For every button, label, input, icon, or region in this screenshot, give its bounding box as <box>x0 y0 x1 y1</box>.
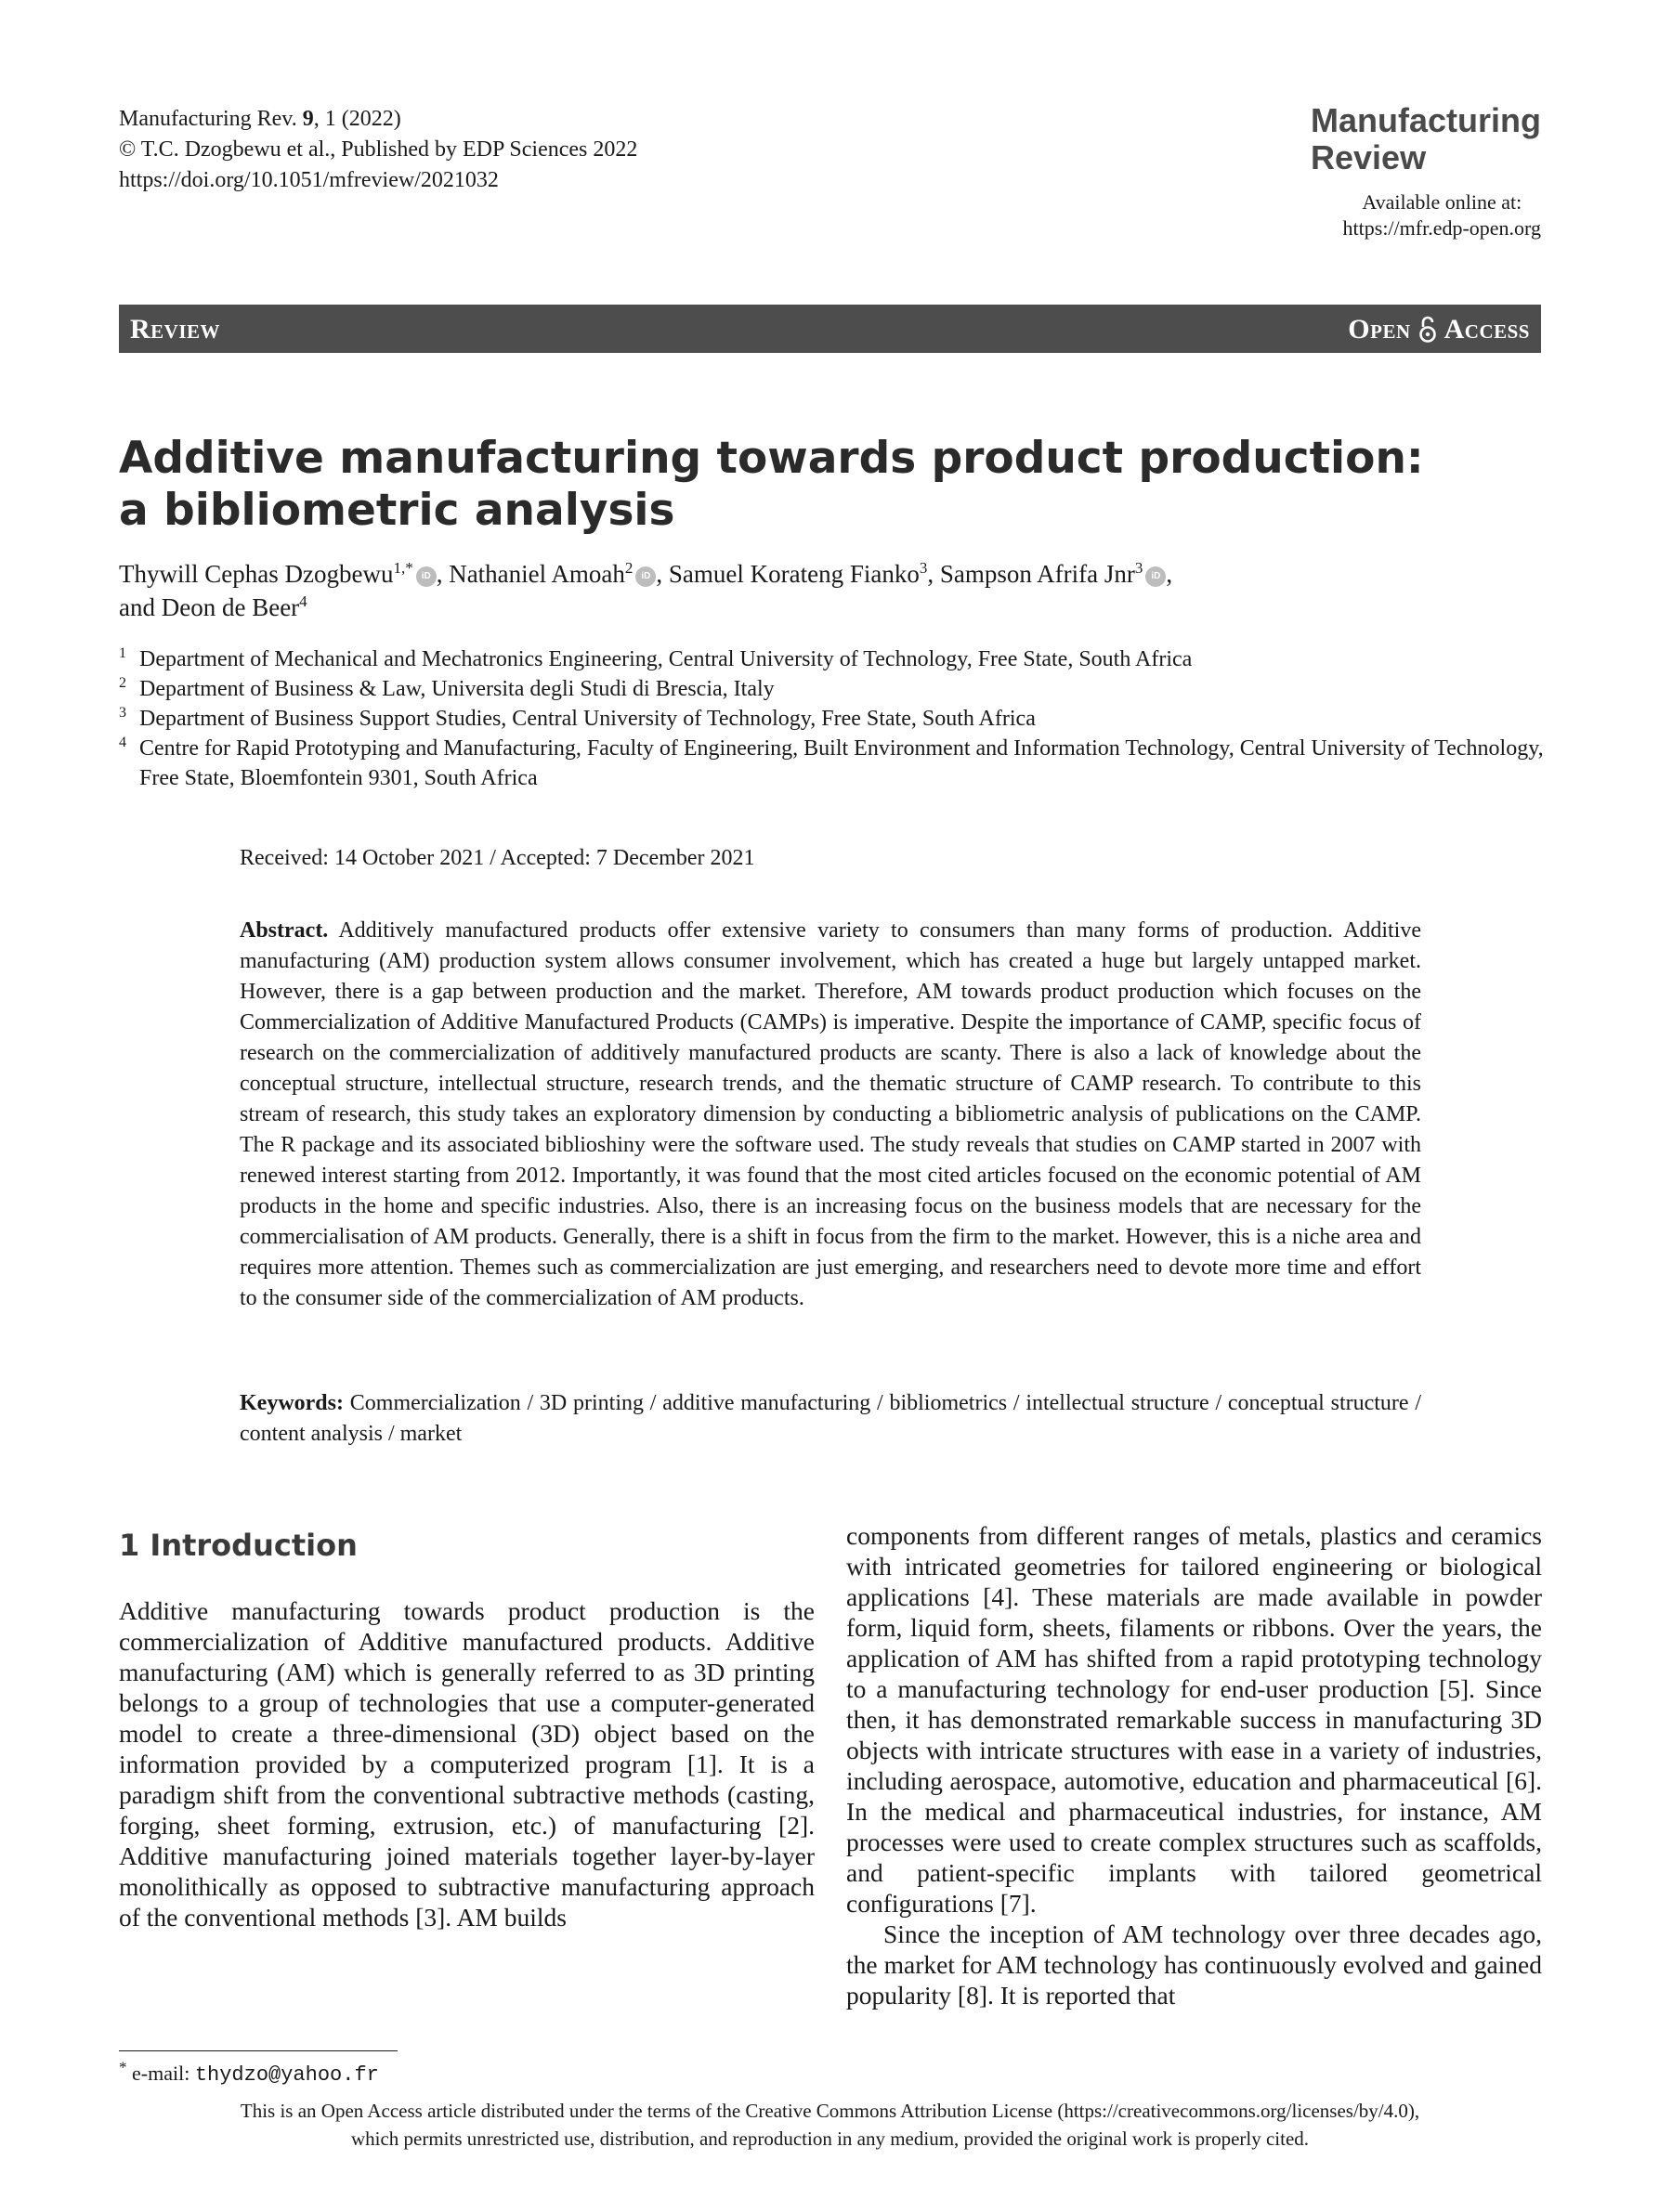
body-paragraph: components from different ranges of metals, plastics and ceramics with intricated geometries for tailored engineering or biological applications [4]. These materials are made available in powder form, liquid form, sheets, filaments or ribbons. Over the years, the application of AM has shifted from a rapid prototyping technology to a manufacturing technology for end-user production [5]. Since then, it has demonstrated remarkable success in manufacturing 3D objects with intricate structures with ease in a variety of industries, including aerospace, automotive, education and pharmaceutical [6]. In the medical and pharmaceutical industries, for instance, AM processes were used to create complex structures such as scaffolds, and patient-specific implants with tailored geometrical configurations [7]. <box>846 1521 1542 1918</box>
abstract-label: Abstract. <box>240 918 329 943</box>
received-accepted-dates: Received: 14 October 2021 / Accepted: 7 December 2021 <box>240 846 755 870</box>
section-heading: 1 Introduction <box>119 1528 358 1563</box>
affiliation-item: 2 Department of Business & Law, Universita degli Studi di Brescia, Italy <box>119 675 775 701</box>
volume: 9 <box>302 107 314 131</box>
citation-block <box>119 104 637 196</box>
abstract <box>240 916 1421 1314</box>
author-list: Thywill Cephas Dzogbewu$^{1,*}$ iD , Nathaniel Amoah$^2$ iD , Samuel Korateng Fianko$^3$, Sampson Afrifa Jnr$^3$ iD , and Deon de Beer$^4$ <box>119 559 1173 621</box>
article-type-label: Review <box>130 314 221 345</box>
email-link[interactable]: thydzo@yahoo.fr <box>194 2063 379 2087</box>
doi-link[interactable]: https://doi.org/10.1051/mfreview/2021032 <box>119 168 499 192</box>
affiliation-item: 3 Department of Business Support Studies, Central University of Technology, Free State, South Africa <box>119 705 1036 731</box>
keywords <box>240 1388 1421 1450</box>
footnote: * e-mail: thydzo@yahoo.fr <box>119 2058 379 2087</box>
body-column-right <box>846 1520 1542 2010</box>
open-access-lock-icon <box>1418 316 1437 344</box>
footnote-rule <box>119 2050 398 2051</box>
affiliation-item: 4 Centre for Rapid Prototyping and Manufacturing, Faculty of Engineering, Built Environment and Information Technology, Central University of Technology, Free State, Bloemfontein 9301, South Africa <box>119 735 1544 790</box>
author-name: , Nathaniel Amoah <box>436 560 625 588</box>
orcid-icon[interactable]: iD <box>635 566 656 587</box>
journal-availability: Available online at: https://mfr.edp-open.org <box>1342 190 1541 240</box>
body-column-left <box>119 1595 815 1932</box>
keywords-label: Keywords: <box>240 1391 344 1415</box>
journal-url-link[interactable]: https://mfr.edp-open.org <box>1342 216 1541 240</box>
open-access-label: Open Access <box>1348 314 1530 345</box>
author-name: Thywill Cephas Dzogbewu <box>119 560 394 588</box>
body-paragraph: Additive manufacturing towards product production is the commercialization of Additive manufactured products. Additive manufacturing (AM) which is generally referred to as 3D printing belongs to a group of technologies that use a computer-generated model to create a three-dimensional (3D) object based on the information provided by a computerized program [1]. It is a paradigm shift from the conventional subtractive methods (casting, forging, sheet forming, extrusion, etc.) of manufacturing [2]. Additive manufacturing joined materials together layer-by-layer monolithically as opposed to subtractive manufacturing approach of the conventional methods [3]. AM builds <box>119 1596 815 1932</box>
affiliation-item: 1 Department of Mechanical and Mechatronics Engineering, Central University of Technology, Free State, South Africa <box>119 645 1193 671</box>
article-type-banner <box>119 305 1541 353</box>
orcid-icon[interactable]: iD <box>1145 566 1166 587</box>
copyright-line: © T.C. Dzogbewu et al., Published by EDP Sciences 2022 <box>119 137 638 162</box>
author-name: and Deon de Beer <box>119 593 300 621</box>
abstract-text: Additively manufactured products offer extensive variety to consumers than many forms of production. Additive manufacturing (AM) production system allows consumer involvement, which has created a huge but largely untapped market. However, there is a gap between production and the market. Therefore, AM towards product production which focuses on the Commercialization of Additive Manufactured Products (CAMPs) is imperative. Despite the importance of CAMP, specific focus of research on the commercialization of additively manufactured products are scanty. There is also a lack of knowledge about the conceptual structure, intellectual structure, research trends, and the thematic structure of CAMP research. To contribute to this stream of research, this study takes an exploratory dimension by conducting a bibliometric analysis of publications on the CAMP. The R package and its associated biblioshiny were the software used. The study reveals that studies on CAMP started in 2007 with renewed interest starting from 2012. Importantly, it was found that the most cited articles focused on the economic potential of AM products in the home and specific industries. Also, there is an increasing focus on the business models that are necessary for the commercialisation of AM products. Generally, there is a shift in focus from the firm to the market. However, this is a niche area and requires more attention. Themes such as commercialization are just emerging, and researchers need to devote more time and effort to the consumer side of the commercialization of AM products. <box>240 918 1421 1310</box>
journal-name: Manufacturing Review <box>1311 101 1541 176</box>
citation-line: Manufacturing Rev. 9, 1 (2022) <box>119 107 401 131</box>
body-paragraph: Since the inception of AM technology over three decades ago, the market for AM technology has continuously evolved and gained popularity [8]. It is reported that <box>846 1919 1542 2010</box>
license-notice: This is an Open Access article distributed under the terms of the Creative Commons Attribution License (https://creativecommons.org/licenses/by/4.0), which permits unrestricted use, distribution, and reproduction in any medium, provided the original work is properly cited. <box>240 2100 1420 2150</box>
orcid-icon[interactable]: iD <box>416 566 437 587</box>
paper-title: Additive manufacturing towards product production: a bibliometric analysis <box>119 433 1424 536</box>
author-name: , Samuel Korateng Fianko <box>656 560 920 588</box>
keywords-text: Commercialization / 3D printing / additive manufacturing / bibliometrics / intellectual structure / conceptual structure / content analysis / market <box>240 1391 1422 1446</box>
affiliation-list <box>119 644 1549 793</box>
author-name: , Sampson Afrifa Jnr <box>927 560 1135 588</box>
